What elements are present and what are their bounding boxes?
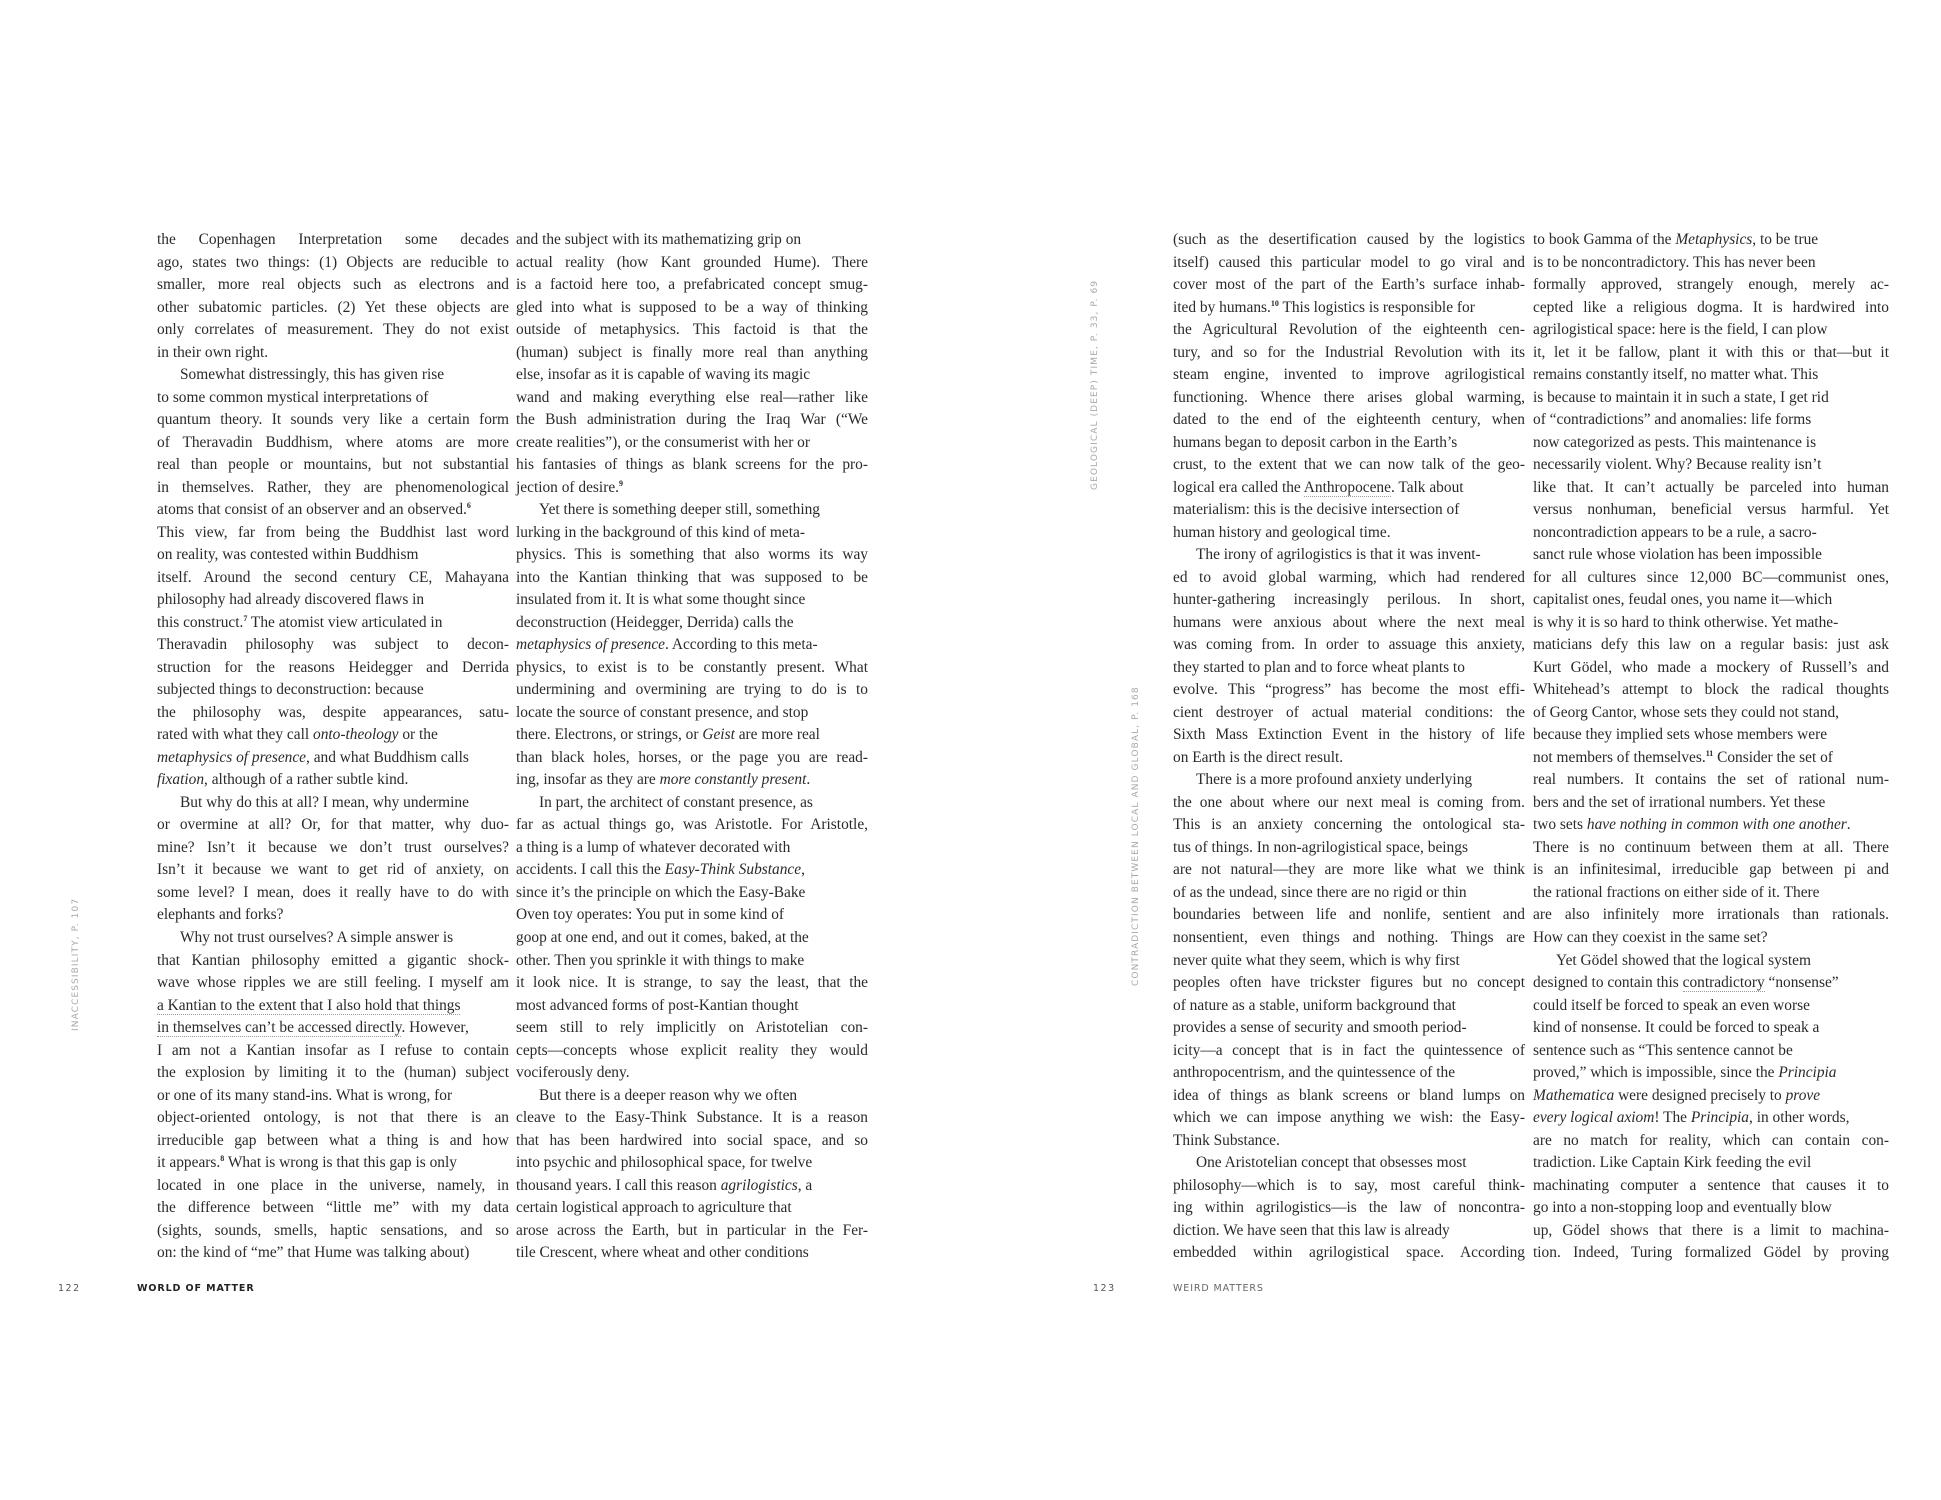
text-line: the difference between “little me” with my data: [157, 1199, 509, 1217]
italic-term: Geist: [702, 726, 735, 744]
text-run: . According to this meta-: [665, 636, 818, 654]
italic-term: Principia: [1690, 1109, 1749, 1127]
text-line: nonsentient, even things and nothing. Things are: [1173, 928, 1525, 946]
text-line: tury, and so for the Industrial Revolution with its: [1173, 343, 1525, 361]
text-line: else, insofar as it is capable of waving its magic: [516, 366, 811, 384]
text-line: and the subject with its mathematizing grip on: [516, 231, 802, 248]
text-line: quantum theory. It sounds very like a certain form: [157, 411, 509, 429]
italic-term: Easy-Think Substance: [664, 861, 802, 879]
text-line: subjected things to deconstruction: because: [157, 681, 424, 699]
text-run: , in other words,: [1749, 1109, 1850, 1127]
text-run: ,: [801, 861, 805, 879]
text-line: cover most of the part of the Earth’s surface inhab-: [1173, 276, 1525, 294]
text-line: [157, 747, 509, 770]
text-line: cient destroyer of actual material conditions: the: [1173, 703, 1525, 721]
italic-term: more constantly present: [659, 771, 807, 789]
text-line: remains constantly itself, no matter what. This: [1533, 366, 1819, 384]
text-line: the explosion by limiting it to the (human) subject: [157, 1064, 509, 1082]
footnote-ref[interactable]: 10: [1270, 298, 1279, 308]
cross-reference-link[interactable]: in themselves can’t be accessed directly: [157, 1019, 402, 1037]
text-line: into the Kantian thinking that was supposed to be: [516, 568, 868, 586]
margin-cross-reference[interactable]: CONTRADICTION BETWEEN LOCAL AND GLOBAL, P. 168: [1131, 686, 1141, 986]
text-line: versus nonhuman, beneficial versus harmful. Yet: [1533, 501, 1889, 519]
cross-reference-link[interactable]: a Kantian to the extent that I also hold that things: [157, 996, 461, 1014]
text-line: now categorized as pests. This maintenance is: [1533, 433, 1817, 451]
text-line: irreducible gap between what a thing is and how: [157, 1131, 509, 1149]
text-line: the Copenhagen Interpretation some decades: [157, 231, 509, 248]
text-line: gled into what is supposed to be a way of thinking: [516, 298, 868, 316]
text-line: some level? I mean, does it really have to do with: [157, 883, 509, 901]
page-number: 122: [58, 1283, 81, 1294]
text-line: of Theravadin Buddhism, where atoms are more: [157, 433, 509, 451]
text-line: is an infinitesimal, irreducible gap between pi and: [1533, 861, 1889, 879]
text-line: ed to avoid global warming, which had rendered: [1173, 568, 1525, 586]
text-line: goop at one end, and out it comes, baked, at the: [516, 928, 809, 946]
text-line: vociferously deny.: [516, 1064, 630, 1082]
text-line: human history and geological time.: [1173, 523, 1391, 541]
text-run: , and what Buddhism calls: [306, 748, 469, 766]
text-line: of as the undead, since there are no rigid or thin: [1173, 883, 1467, 901]
text-line: [1173, 477, 1525, 500]
paragraph-start: Yet Gödel showed that the logical system: [1556, 951, 1811, 969]
paragraph-start: Somewhat distressingly, this has given rise: [180, 366, 445, 384]
text-line: undermining and overmining are trying to do is to: [516, 681, 868, 699]
text-line: real than people or mountains, but not substantial: [157, 456, 509, 474]
text-line: cepted like a religious dogma. It is hardwired into: [1533, 298, 1889, 316]
text-line: elephants and forks?: [157, 906, 284, 924]
text-line: Think Substance.: [1173, 1131, 1280, 1149]
text-line: [516, 477, 868, 500]
text-line: peoples often have trickster figures but no concept: [1173, 974, 1525, 992]
text-run: What is wrong is that this gap is only: [224, 1154, 457, 1172]
footnote-ref[interactable]: 9: [619, 478, 623, 488]
text-line: philosophy—which is to say, most careful think-: [1173, 1176, 1525, 1194]
text-line: [516, 859, 868, 882]
text-line: wand and making everything else real—rather like: [516, 388, 868, 406]
paragraph-start: One Aristotelian concept that obsesses most: [1196, 1154, 1467, 1172]
text-run: accidents. I call this the: [516, 861, 665, 879]
footnote-ref[interactable]: 7: [243, 613, 248, 623]
text-line: located in one place in the universe, namely, in: [157, 1176, 509, 1194]
text-line: real numbers. It contains the set of rational num-: [1533, 771, 1889, 789]
left-page-column-2: [516, 229, 868, 1265]
text-line: Oven toy operates: You put in some kind of: [516, 906, 785, 924]
text-line: [1533, 229, 1889, 252]
text-line: icity—a concept that is in fact the quintessence of: [1173, 1041, 1525, 1059]
text-line: [157, 1152, 509, 1175]
italic-term: every logical axiom: [1533, 1109, 1655, 1127]
text-line: embedded within agrilogistical space. According: [1173, 1244, 1525, 1262]
text-line: mine? Isn’t it because we don’t trust ourselves?: [157, 838, 509, 856]
text-line: of Georg Cantor, whose sets they could not stand,: [1533, 703, 1840, 721]
text-line: [157, 995, 509, 1018]
text-line: on: the kind of “me” that Hume was talking about): [157, 1244, 470, 1262]
text-line: (sights, sounds, smells, haptic sensations, and so: [157, 1221, 509, 1239]
text-run: designed to contain this: [1533, 974, 1683, 992]
running-head: WEIRD MATTERS: [1173, 1283, 1264, 1294]
italic-term: agrilogistics: [720, 1176, 798, 1194]
text-line: of “contradictions” and anomalies: life forms: [1533, 411, 1812, 429]
text-line: cepts—concepts whose explicit reality they would: [516, 1041, 868, 1059]
footnote-ref[interactable]: 11: [1705, 748, 1714, 758]
text-line: tion. Indeed, Turing formalized Gödel by proving: [1533, 1244, 1889, 1262]
text-line: (such as the desertification caused by the logistics: [1173, 231, 1525, 248]
text-line: Isn’t it because we want to get rid of anxiety, on: [157, 861, 509, 879]
text-line: [516, 724, 868, 747]
text-run: “nonsense”: [1764, 974, 1839, 992]
text-line: than black holes, horses, or the page you are read-: [516, 748, 868, 766]
margin-cross-reference[interactable]: GEOLOGICAL (DEEP) TIME, P. 33, P. 69: [1090, 279, 1100, 490]
left-page-column-1: [157, 229, 509, 1265]
text-line: certain logistical approach to agriculture that: [516, 1199, 792, 1217]
text-line: Kurt Gödel, who made a mockery of Russell’s and: [1533, 658, 1889, 676]
italic-term: metaphysics of presence: [157, 748, 307, 766]
text-line: There is no continuum between them at all. There: [1533, 838, 1889, 856]
text-run: to book Gamma of the: [1533, 231, 1676, 248]
text-line: necessarily violent. Why? Because reality isn’t: [1533, 456, 1822, 474]
text-line: kind of nonsense. It could be forced to speak a: [1533, 1019, 1820, 1037]
text-line: [1533, 1085, 1889, 1108]
text-line: formally approved, strangely enough, merely ac-: [1533, 276, 1889, 294]
text-line: functioning. Whence there arises global warming,: [1173, 388, 1525, 406]
text-line: are also infinitely more irrationals than rationals.: [1533, 906, 1889, 924]
text-line: up, Gödel shows that there is a limit to machina-: [1533, 1221, 1889, 1239]
text-line: on reality, was contested within Buddhism: [157, 546, 419, 564]
text-run: atoms that consist of an observer and an observed.: [157, 501, 467, 519]
text-line: his fantasies of things as blank screens for the pro-: [516, 456, 868, 474]
text-line: Whitehead’s attempt to block the radical thoughts: [1533, 681, 1889, 699]
paragraph-start: But there is a deeper reason why we often: [539, 1086, 798, 1104]
text-line: struction for the reasons Heidegger and Derrida: [157, 658, 509, 676]
text-line: because they implied sets whose members were: [1533, 726, 1828, 744]
text-line: the rational fractions on either side of it. There: [1533, 883, 1820, 901]
text-run: not members of themselves.: [1533, 748, 1706, 766]
text-line: evolve. This “progress” has become the most effi-: [1173, 681, 1525, 699]
text-line: Theravadin philosophy was subject to decon-: [157, 636, 509, 654]
paragraph-start: But why do this at all? I mean, why undermine: [180, 793, 469, 811]
text-line: itself) caused this particular model to go viral and: [1173, 253, 1525, 271]
text-line: are not natural—they are more like what we think: [1173, 861, 1525, 879]
text-run: thousand years. I call this reason: [516, 1176, 721, 1194]
text-line: could itself be forced to speak an even worse: [1533, 996, 1810, 1014]
text-run: , to be true: [1752, 231, 1819, 248]
paragraph-start: There is a more profound anxiety underlying: [1196, 771, 1473, 789]
italic-term: Metaphysics: [1675, 231, 1753, 248]
text-run: were designed precisely to: [1614, 1086, 1786, 1104]
italic-term: Principia: [1778, 1064, 1837, 1082]
text-line: on Earth is the direct result.: [1173, 748, 1344, 766]
text-line: humans were anxious about where the next meal: [1173, 613, 1525, 631]
text-run: two sets: [1533, 816, 1587, 834]
text-line: in themselves. Rather, they are phenomenological: [157, 478, 509, 496]
text-line: seem still to rely implicitly on Aristotelian con-: [516, 1019, 868, 1037]
text-line: never quite what they seem, which is why first: [1173, 951, 1460, 969]
text-line: [1173, 297, 1525, 320]
text-line: they started to plan and to force wheat plants to: [1173, 658, 1465, 676]
text-line: sanct rule whose violation has been impossible: [1533, 546, 1822, 564]
text-line: philosophy had already discovered flaws in: [157, 591, 425, 609]
text-line: or one of its many stand-ins. What is wrong, for: [157, 1086, 453, 1104]
text-line: [1533, 972, 1889, 995]
paragraph-start: Yet there is something deeper still, something: [539, 501, 820, 519]
text-line: cleave to the Easy-Think Substance. It is a reason: [516, 1109, 868, 1127]
text-line: or overmine at all? Or, for that matter, why duo-: [157, 816, 509, 834]
text-line: outside of metaphysics. This factoid is that the: [516, 321, 868, 339]
text-line: only correlates of measurement. They do not exist: [157, 321, 509, 339]
text-line: [157, 1017, 509, 1040]
text-line: into psychic and philosophical space, for twelve: [516, 1154, 813, 1172]
text-line: [157, 724, 509, 747]
text-line: [516, 1175, 868, 1198]
text-line: wave whose ripples we are still feeling. I myself am: [157, 974, 509, 992]
text-line: deconstruction (Heidegger, Derrida) calls the: [516, 613, 794, 631]
text-line: was coming from. In order to assuage this anxiety,: [1173, 636, 1525, 654]
text-run: ited by humans.: [1173, 298, 1271, 316]
text-line: [516, 634, 868, 657]
text-run: .: [1846, 816, 1851, 834]
text-line: provides a sense of security and smooth period-: [1173, 1019, 1467, 1037]
text-line: since it’s the principle on which the Easy-Bake: [516, 883, 806, 901]
text-line: smaller, more real objects such as electrons and: [157, 276, 509, 294]
text-line: anthropocentrism, and the quintessence of the: [1173, 1064, 1456, 1082]
text-run: or the: [398, 726, 438, 744]
text-line: locate the source of constant presence, and stop: [516, 703, 809, 721]
text-run: , a: [797, 1176, 813, 1194]
text-line: which we can impose anything we wish: the Easy-: [1173, 1109, 1525, 1127]
text-line: This is an anxiety concerning the ontological sta-: [1173, 816, 1525, 834]
text-line: maticians defy this law on a regular basis: just ask: [1533, 636, 1889, 654]
text-line: physics, to exist is to be constantly present. What: [516, 658, 868, 676]
text-line: (human) subject is finally more real than anything: [516, 343, 868, 361]
text-line: of nature as a stable, uniform background that: [1173, 996, 1456, 1014]
text-run: . Talk about: [1390, 478, 1464, 496]
text-line: actual reality (how Kant grounded Hume). There: [516, 253, 868, 271]
text-line: to some common mystical interpretations of: [157, 388, 429, 406]
text-run: Consider the set of: [1713, 748, 1833, 766]
text-run: , although of a rather subtle kind.: [204, 771, 409, 789]
text-run: proved,” which is impossible, since the: [1533, 1064, 1779, 1082]
text-line: crust, to the extent that we can now talk of the geo-: [1173, 456, 1525, 474]
text-line: is why it is so hard to think otherwise. Yet mathe-: [1533, 613, 1839, 631]
text-line: bers and the set of irrational numbers. Yet these: [1533, 793, 1826, 811]
text-run: This logistics is responsible for: [1278, 298, 1475, 316]
text-line: most advanced forms of post-Kantian thought: [516, 996, 799, 1014]
text-line: are no match for reality, which can contain con-: [1533, 1131, 1889, 1149]
italic-term: onto-theology: [313, 726, 399, 744]
text-line: the philosophy was, despite appearances, satu-: [157, 703, 509, 721]
text-line: [157, 769, 509, 792]
text-line: [1533, 1062, 1889, 1085]
footnote-ref[interactable]: 6: [466, 501, 471, 511]
text-line: How can they coexist in the same set?: [1533, 928, 1768, 946]
italic-term: fixation: [157, 771, 205, 789]
text-line: machinating computer a sentence that causes it to: [1533, 1176, 1889, 1194]
text-run: are more real: [734, 726, 820, 744]
text-line: lurking in the background of this kind of meta-: [516, 523, 805, 541]
text-line: itself. Around the second century CE, Mahayana: [157, 568, 509, 586]
text-line: sentence such as “This sentence cannot be: [1533, 1041, 1793, 1059]
text-run: it appears.: [157, 1154, 221, 1172]
text-run: . However,: [401, 1019, 469, 1037]
text-line: insulated from it. It is what some thought since: [516, 591, 806, 609]
paragraph-start: The irony of agrilogistics is that it was invent-: [1196, 546, 1481, 564]
text-line: the Agricultural Revolution of the eighteenth cen-: [1173, 321, 1525, 339]
text-line: [516, 769, 868, 792]
text-line: is because to maintain it in such a state, I get rid: [1533, 388, 1829, 406]
text-line: steam engine, invented to improve agrilogistical: [1173, 366, 1525, 384]
page-number: 123: [1093, 1283, 1116, 1294]
running-head: WORLD OF MATTER: [137, 1283, 255, 1294]
text-run: rated with what they call: [157, 726, 313, 744]
text-line: tus of things. In non-agrilogistical space, beings: [1173, 838, 1468, 856]
text-line: [157, 612, 509, 635]
text-line: humans began to deposit carbon in the Earth’s: [1173, 433, 1458, 451]
text-line: [157, 499, 509, 522]
text-line: it look nice. It is strange, to say the least, that the: [516, 974, 868, 992]
text-line: diction. We have seen that this law is already: [1173, 1221, 1450, 1239]
text-line: This view, far from being the Buddhist last word: [157, 523, 509, 541]
text-line: hunter-gathering increasingly perilous. In short,: [1173, 591, 1525, 609]
text-line: dated to the end of the eighteenth century, when: [1173, 411, 1525, 429]
text-run: ing, insofar as they are: [516, 771, 660, 789]
text-line: boundaries between life and nonlife, sentient and: [1173, 906, 1525, 924]
text-line: noncontradiction appears to be a rule, a sacro-: [1533, 523, 1817, 541]
italic-term: metaphysics of presence: [516, 636, 666, 654]
text-line: tile Crescent, where wheat and other conditions: [516, 1244, 809, 1262]
text-line: capitalist ones, feudal ones, you name it—which: [1533, 591, 1833, 609]
italic-term: have nothing in common with one another: [1586, 816, 1847, 834]
text-line: in their own right.: [157, 343, 269, 361]
text-line: agrilogistical space: here is the field, I can plow: [1533, 321, 1828, 339]
margin-cross-reference[interactable]: INACCESSIBILITY, P. 107: [71, 897, 81, 1031]
cross-reference-link[interactable]: Anthropocene: [1303, 478, 1391, 496]
text-line: create realities”), or the consumerist with her or: [516, 433, 811, 451]
text-line: the one about where our next meal is coming from.: [1173, 793, 1525, 811]
text-line: other subatomic particles. (2) Yet these objects are: [157, 298, 509, 316]
text-line: arose across the Earth, but in particular in the Fer-: [516, 1221, 868, 1239]
italic-term: prove: [1785, 1086, 1821, 1104]
text-line: is a factoid here too, a prefabricated concept smug-: [516, 276, 868, 294]
text-line: idea of things as blank screens or bland lumps on: [1173, 1086, 1525, 1104]
right-page-column-2: [1533, 229, 1889, 1265]
text-run: The atomist view articulated in: [247, 613, 443, 631]
text-line: I am not a Kantian insofar as I refuse to contain: [157, 1041, 509, 1059]
text-run: .: [806, 771, 811, 789]
text-line: it, let it be fallow, plant it with this or that—but it: [1533, 343, 1889, 361]
text-run: jection of desire.: [516, 478, 619, 496]
text-line: [1533, 814, 1889, 837]
paragraph-start: Why not trust ourselves? A simple answer is: [180, 928, 454, 946]
text-line: [1533, 1107, 1889, 1130]
text-line: object-oriented ontology, is not that there is an: [157, 1109, 509, 1127]
text-line: [1533, 747, 1889, 770]
cross-reference-link[interactable]: contradictory: [1682, 974, 1765, 992]
text-line: materialism: this is the decisive intersection of: [1173, 501, 1460, 519]
text-line: tradiction. Like Captain Kirk feeding the evil: [1533, 1154, 1812, 1172]
right-page-column-1: [1173, 229, 1525, 1265]
text-line: physics. This is something that also worms its way: [516, 546, 868, 564]
text-line: Sixth Mass Extinction Event in the history of life: [1173, 726, 1525, 744]
text-run: ! The: [1654, 1109, 1691, 1127]
text-line: for all cultures since 12,000 BC—communist ones,: [1533, 568, 1889, 586]
text-run: this construct.: [157, 613, 244, 631]
text-line: like that. It can’t actually be parceled into human: [1533, 478, 1889, 496]
footnote-ref[interactable]: 8: [220, 1154, 225, 1164]
text-line: ago, states two things: (1) Objects are reducible to: [157, 253, 509, 271]
text-line: go into a non-stopping loop and eventually blow: [1533, 1199, 1832, 1217]
text-line: ing within agrilogistics—is the law of noncontra-: [1173, 1199, 1525, 1217]
text-line: a thing is a lump of whatever decorated with: [516, 838, 791, 856]
text-line: that Kantian philosophy emitted a gigantic shock-: [157, 951, 509, 969]
paragraph-start: In part, the architect of constant presence, as: [539, 793, 813, 811]
text-line: is to be noncontradictory. This has never been: [1533, 253, 1816, 271]
text-line: far as actual things go, was Aristotle. For Aristotle,: [516, 816, 868, 834]
text-line: other. Then you sprinkle it with things to make: [516, 951, 805, 969]
text-run: logical era called the: [1173, 478, 1304, 496]
text-line: the Bush administration during the Iraq War (“We: [516, 411, 868, 429]
text-line: that has been hardwired into social space, and so: [516, 1131, 868, 1149]
text-run: there. Electrons, or strings, or: [516, 726, 703, 744]
italic-term: Mathematica: [1533, 1086, 1615, 1104]
